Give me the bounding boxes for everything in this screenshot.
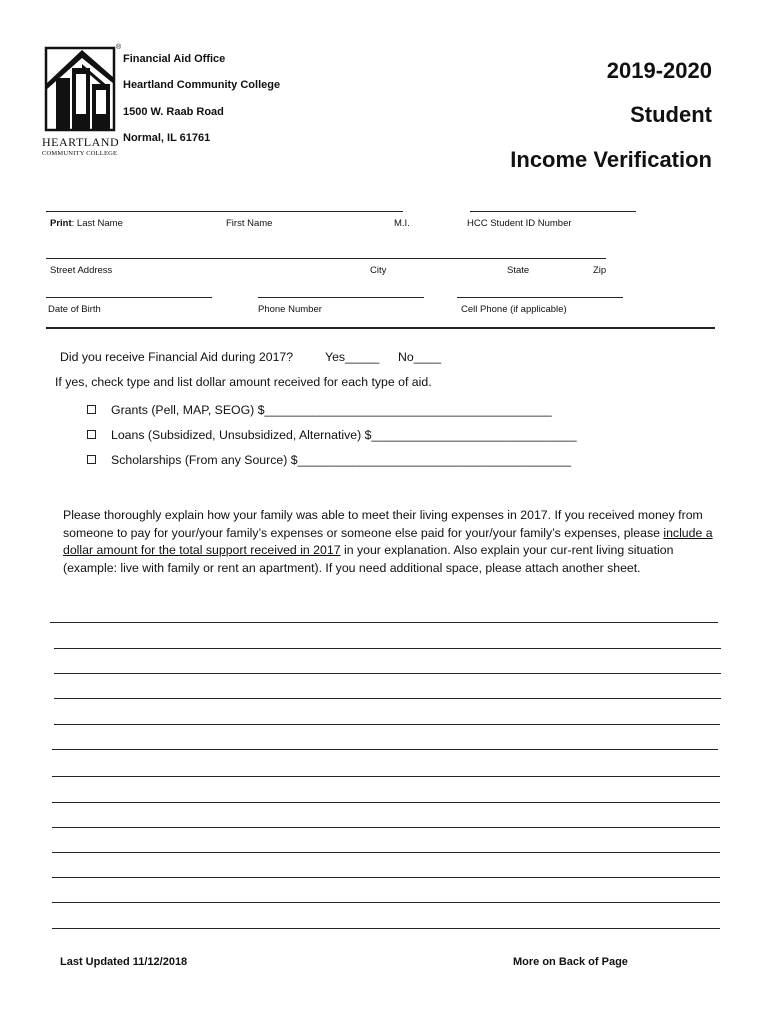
- college-logo: [42, 44, 118, 156]
- title-income-verification: Income Verification: [510, 147, 712, 172]
- office-name: Financial Aid Office: [123, 53, 226, 65]
- name-line[interactable]: [46, 211, 403, 212]
- address-line[interactable]: [46, 258, 606, 259]
- section-divider: [46, 327, 715, 329]
- phone-line[interactable]: [258, 297, 424, 298]
- aid-no[interactable]: No____: [398, 350, 442, 364]
- heartland-logo-icon: [42, 44, 118, 132]
- more-on-back: More on Back of Page: [513, 956, 628, 968]
- title-student: Student: [630, 102, 712, 127]
- writing-line[interactable]: [52, 852, 720, 853]
- logo-text-main: HEARTLAND: [42, 135, 120, 149]
- student-id-line[interactable]: [470, 211, 636, 212]
- label-street-address: Street Address: [50, 265, 113, 276]
- aid-instruction: If yes, check type and list dollar amount received for each type of aid.: [55, 375, 432, 389]
- city-state-zip: Normal, IL 61761: [123, 132, 211, 144]
- label-student-id: HCC Student ID Number: [467, 218, 572, 229]
- loans-checkbox[interactable]: [87, 430, 96, 439]
- label-mi: M.I.: [394, 218, 410, 229]
- writing-line[interactable]: [52, 802, 720, 803]
- academic-year: 2019-2020: [606, 58, 712, 83]
- writing-line[interactable]: [52, 749, 718, 750]
- writing-line[interactable]: [52, 827, 720, 828]
- scholarships-checkbox[interactable]: [87, 455, 96, 464]
- registered-mark: ®: [116, 44, 122, 51]
- writing-line[interactable]: [52, 928, 720, 929]
- grants-option: Grants (Pell, MAP, SEOG) $__________________________________________: [111, 403, 552, 417]
- college-name: Heartland Community College: [123, 79, 281, 91]
- writing-line[interactable]: [54, 724, 720, 725]
- writing-line[interactable]: [52, 776, 720, 777]
- label-state: State: [507, 265, 530, 276]
- label-city: City: [370, 265, 387, 276]
- label-cell: Cell Phone (if applicable): [461, 304, 567, 315]
- writing-line[interactable]: [54, 648, 721, 649]
- writing-line[interactable]: [54, 673, 721, 674]
- scholarships-option: Scholarships (From any Source) $________________________________________: [111, 453, 572, 467]
- grants-checkbox[interactable]: [87, 405, 96, 414]
- writing-line[interactable]: [50, 622, 718, 623]
- writing-line[interactable]: [52, 877, 720, 878]
- label-dob: Date of Birth: [48, 304, 101, 315]
- explanation-instructions: Please thoroughly explain how your family was able to meet their living expenses in 2017. If you received money from someone to pay for your/your family’s expenses or someone else paid for your/your family’s expenses, please include a dollar amount for the total support received in 2017 in your explanation. Also explain your cur-rent living situation (example: live with family or rent an apartment). If you need additional space, please attach another sheet.: [63, 508, 713, 575]
- label-phone: Phone Number: [258, 304, 322, 315]
- label-zip: Zip: [593, 265, 607, 276]
- logo-text-sub: COMMUNITY COLLEGE: [42, 150, 118, 157]
- label-last-name: Print: Last Name: [50, 218, 123, 229]
- last-updated: Last Updated 11/12/2018: [60, 956, 188, 968]
- aid-question: Did you receive Financial Aid during 2017?: [60, 350, 294, 364]
- writing-line[interactable]: [54, 698, 721, 699]
- dob-line[interactable]: [46, 297, 212, 298]
- aid-yes[interactable]: Yes_____: [325, 350, 380, 364]
- loans-option: Loans (Subsidized, Unsubsidized, Alternative) $______________________________: [111, 428, 577, 442]
- label-first-name: First Name: [226, 218, 273, 229]
- street-address: 1500 W. Raab Road: [123, 106, 224, 118]
- writing-line[interactable]: [52, 902, 720, 903]
- cell-line[interactable]: [457, 297, 623, 298]
